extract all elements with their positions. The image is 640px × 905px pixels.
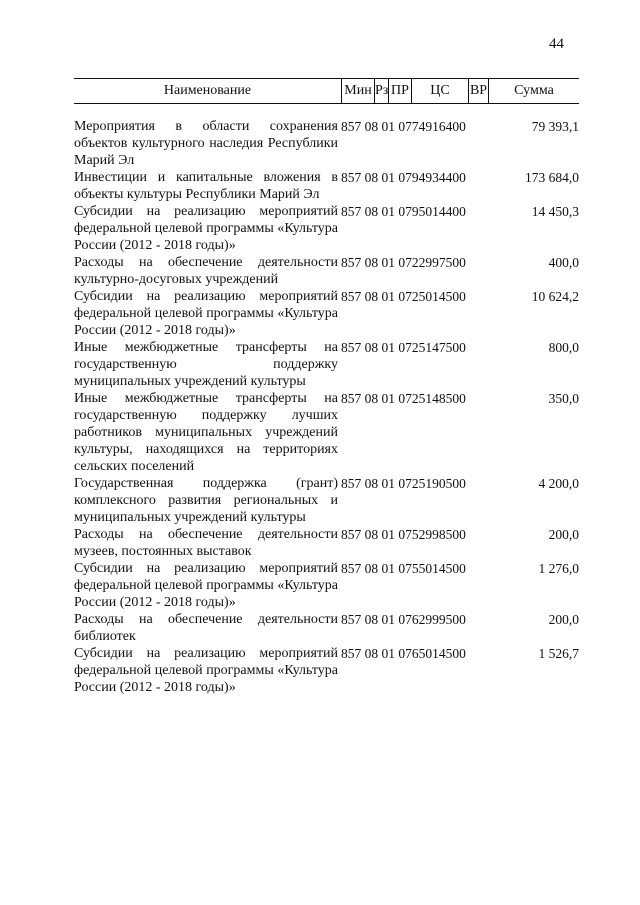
row-sum: 14 450,3 <box>531 204 579 219</box>
row-vr: 500 <box>445 612 466 627</box>
header-vr: ВР <box>468 79 488 103</box>
row-codes <box>341 390 488 475</box>
row-cs: 0725148 <box>398 391 446 406</box>
row-codes <box>341 560 488 611</box>
row-cs: 0755014 <box>398 561 446 576</box>
row-name: Расходы на обеспечение деятельности музеев, постоянных выставок <box>74 527 338 559</box>
row-rz: 08 <box>364 340 379 355</box>
table-header <box>74 78 579 104</box>
row-rz: 08 <box>364 612 379 627</box>
row-rz: 08 <box>364 561 379 576</box>
row-min: 857 <box>341 340 362 355</box>
header-cs: ЦС <box>411 79 468 103</box>
row-codes <box>341 169 488 203</box>
row-min: 857 <box>341 476 362 491</box>
row-name: Инвестиции и капитальные вложения в объекты культуры Республики Марий Эл <box>74 170 338 202</box>
row-pr: 01 <box>381 204 395 219</box>
row-vr: 500 <box>445 289 466 304</box>
row-min: 857 <box>341 561 362 576</box>
row-sum: 400,0 <box>548 255 579 270</box>
row-name: Иные межбюджетные трансферты на государственную поддержку лучших работников муниципальных учреждений культуры, находящихся на территориях сельских поселений <box>74 391 338 474</box>
row-cs: 0774916 <box>398 119 446 134</box>
row-vr: 500 <box>445 476 466 491</box>
row-min: 857 <box>341 646 362 661</box>
row-name: Субсидии на реализацию мероприятий федеральной целевой программы «Культура России (2012 - 2018 годы)» <box>74 289 338 338</box>
row-codes <box>341 611 488 645</box>
row-pr: 01 <box>381 612 395 627</box>
table-row <box>74 339 579 390</box>
row-sum: 79 393,1 <box>531 119 579 134</box>
table-row <box>74 560 579 611</box>
row-cs: 0794934 <box>398 170 446 185</box>
row-pr: 01 <box>381 391 395 406</box>
table-row <box>74 645 579 696</box>
row-rz: 08 <box>364 527 379 542</box>
header-name: Наименование <box>163 83 252 98</box>
row-rz: 08 <box>364 289 379 304</box>
row-min: 857 <box>341 119 362 134</box>
table-body <box>74 118 579 696</box>
header-sum: Сумма <box>488 79 579 103</box>
row-name: Субсидии на реализацию мероприятий федеральной целевой программы «Культура России (2012 - 2018 годы)» <box>74 204 338 253</box>
row-min: 857 <box>341 391 362 406</box>
row-name: Субсидии на реализацию мероприятий федеральной целевой программы «Культура России (2012 - 2018 годы)» <box>74 646 338 695</box>
row-rz: 08 <box>364 204 379 219</box>
row-rz: 08 <box>364 119 379 134</box>
row-vr: 500 <box>445 391 466 406</box>
row-name: Субсидии на реализацию мероприятий федеральной целевой программы «Культура России (2012 - 2018 годы)» <box>74 561 338 610</box>
row-pr: 01 <box>381 255 395 270</box>
row-codes <box>341 288 488 339</box>
row-name: Иные межбюджетные трансферты на государственную поддержку муниципальных учреждений культуры <box>74 340 338 389</box>
row-vr: 500 <box>445 527 466 542</box>
row-min: 857 <box>341 204 362 219</box>
row-min: 857 <box>341 612 362 627</box>
row-min: 857 <box>341 527 362 542</box>
row-rz: 08 <box>364 391 379 406</box>
row-sum: 350,0 <box>548 391 579 406</box>
row-codes <box>341 254 488 288</box>
row-vr: 400 <box>445 119 466 134</box>
row-name: Мероприятия в области сохранения объектов культурного наследия Республики Марий Эл <box>74 119 338 168</box>
row-cs: 0725014 <box>398 289 446 304</box>
row-pr: 01 <box>381 561 395 576</box>
row-vr: 500 <box>445 340 466 355</box>
row-vr: 500 <box>445 646 466 661</box>
row-sum: 10 624,2 <box>531 289 579 304</box>
row-vr: 400 <box>445 204 466 219</box>
row-sum: 800,0 <box>548 340 579 355</box>
row-sum: 1 526,7 <box>538 646 579 661</box>
table-row <box>74 254 579 288</box>
row-pr: 01 <box>381 646 395 661</box>
row-sum: 200,0 <box>548 527 579 542</box>
row-min: 857 <box>341 255 362 270</box>
row-cs: 0752998 <box>398 527 446 542</box>
row-codes <box>341 118 488 169</box>
row-cs: 0765014 <box>398 646 446 661</box>
table-row <box>74 118 579 169</box>
row-sum: 200,0 <box>548 612 579 627</box>
row-rz: 08 <box>364 476 379 491</box>
row-vr: 500 <box>445 561 466 576</box>
table-row <box>74 288 579 339</box>
row-sum: 173 684,0 <box>525 170 579 185</box>
table-row <box>74 611 579 645</box>
row-cs: 0725190 <box>398 476 446 491</box>
row-codes <box>341 526 488 560</box>
row-pr: 01 <box>381 527 395 542</box>
header-min: Мин <box>341 79 374 103</box>
row-vr: 400 <box>445 170 466 185</box>
row-sum: 4 200,0 <box>538 476 579 491</box>
row-name: Расходы на обеспечение деятельности культурно-досуговых учреждений <box>74 255 338 287</box>
row-name: Государственная поддержка (грант) комплексного развития региональных и муниципальных учреждений культуры <box>74 476 338 525</box>
row-codes <box>341 645 488 696</box>
row-codes <box>341 339 488 390</box>
row-min: 857 <box>341 289 362 304</box>
table-row <box>74 475 579 526</box>
row-codes <box>341 475 488 526</box>
row-name: Расходы на обеспечение деятельности библиотек <box>74 612 338 644</box>
row-cs: 0722997 <box>398 255 446 270</box>
row-sum: 1 276,0 <box>538 561 579 576</box>
header-pr: ПР <box>388 79 411 103</box>
row-pr: 01 <box>381 476 395 491</box>
row-cs: 0762999 <box>398 612 446 627</box>
row-rz: 08 <box>364 646 379 661</box>
header-rz: Рз <box>374 79 388 103</box>
row-codes <box>341 203 488 254</box>
row-rz: 08 <box>364 255 379 270</box>
table-row <box>74 526 579 560</box>
row-pr: 01 <box>381 289 395 304</box>
row-cs: 0725147 <box>398 340 446 355</box>
table-row <box>74 203 579 254</box>
row-pr: 01 <box>381 340 395 355</box>
row-rz: 08 <box>364 170 379 185</box>
table-row <box>74 390 579 475</box>
row-pr: 01 <box>381 119 395 134</box>
row-min: 857 <box>341 170 362 185</box>
page-number: 44 <box>549 36 564 52</box>
row-pr: 01 <box>381 170 395 185</box>
row-cs: 0795014 <box>398 204 446 219</box>
table-row <box>74 169 579 203</box>
row-vr: 500 <box>445 255 466 270</box>
